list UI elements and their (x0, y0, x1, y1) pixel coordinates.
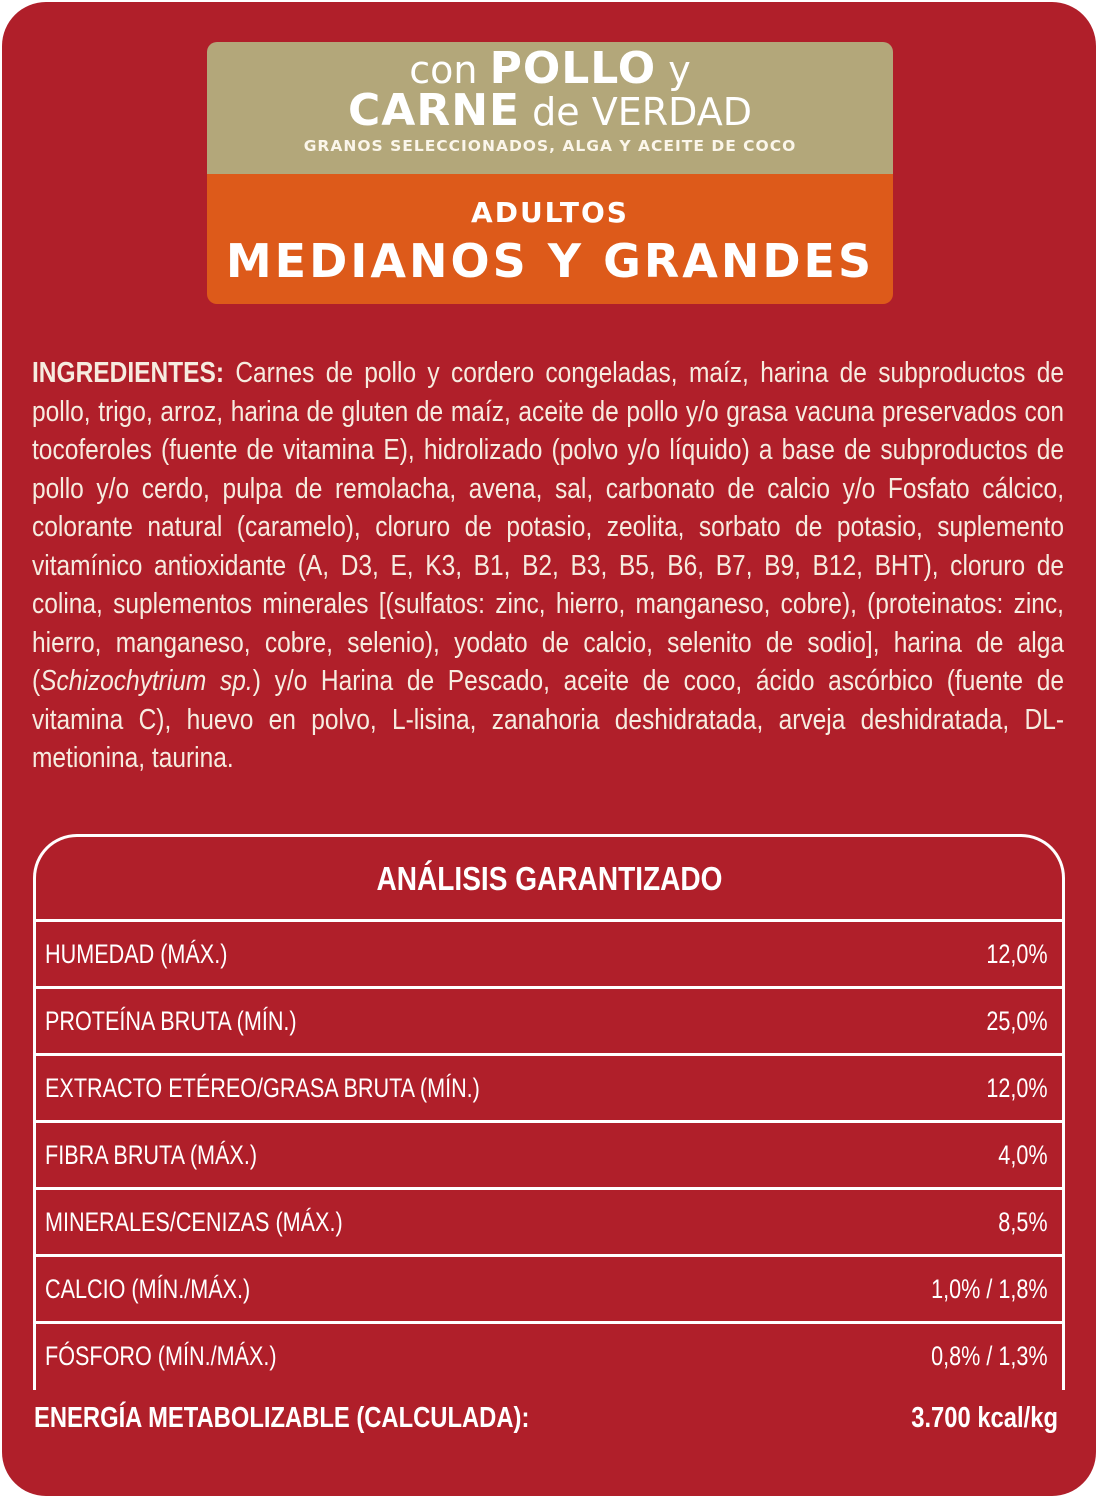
row-name: MINERALES/CENIZAS (MÁX.) (45, 1207, 343, 1237)
header-con: con (409, 48, 490, 92)
row-value: 4,0% (998, 1140, 1048, 1170)
header-subtitle: GRANOS SELECCIONADOS, ALGA Y ACEITE DE COCO (303, 137, 797, 155)
ingredients-text (32, 354, 1064, 778)
size-banner (207, 174, 893, 304)
ingredients-list-part1: Carnes de pollo y cordero congeladas, maíz, harina de subproductos de pollo, trigo, arroz, harina de gluten de maíz, aceite de pollo y/o grasa vacuna preservados con tocoferoles (fuente de vitamina E), hidrolizado (polvo y/o líquido) a base de subproductos de pollo y/o cerdo, pulpa de remolacha, avena, sal, carbonato de calcio y/o Fosfato cálcico, colorante natural (caramelo), cloruro de potasio, zeolita, sorbato de potasio, suplemento vitamínico antioxidante (A, D3, E, K3, B1, B2, B3, B5, B6, B7, B9, B12, BHT), cloruro de colina, suplementos minerales [(sulfatos: zinc, hierro, manganeso, cobre), (proteinatos: zinc, hierro, manganeso, cobre, selenio), yodato de calcio, selenito de sodio], harina de alga ( (32, 357, 1065, 697)
row-name: FIBRA BRUTA (MÁX.) (45, 1140, 258, 1170)
table-row (36, 1321, 1062, 1388)
ingredients-italic: Schizochytrium sp. (40, 665, 253, 697)
header-y: y (656, 48, 691, 92)
row-name: FÓSFORO (MÍN./MÁX.) (45, 1341, 277, 1371)
table-row (36, 1254, 1062, 1321)
header-pollo: POLLO (489, 43, 657, 94)
header-line-1 (207, 43, 893, 94)
table-row (36, 1120, 1062, 1187)
banner-size: MEDIANOS Y GRANDES (225, 234, 875, 288)
energy-value: 3.700 kcal/kg (911, 1402, 1058, 1434)
energy-label: ENERGÍA METABOLIZABLE (CALCULADA): (34, 1402, 530, 1434)
header-carne: CARNE (347, 85, 521, 136)
row-name: PROTEÍNA BRUTA (MÍN.) (45, 1006, 297, 1036)
row-value: 0,8% / 1,3% (931, 1341, 1048, 1371)
row-name: EXTRACTO ETÉREO/GRASA BRUTA (MÍN.) (45, 1073, 480, 1103)
banner-adultos: ADULTOS (471, 196, 629, 229)
row-name: HUMEDAD (MÁX.) (45, 939, 228, 969)
product-header (207, 42, 893, 174)
table-row (36, 919, 1062, 986)
ingredients-label: INGREDIENTES: (32, 357, 225, 389)
energy-row (34, 1402, 1058, 1442)
row-value: 12,0% (986, 1073, 1048, 1103)
table-row (36, 986, 1062, 1053)
label-panel (2, 2, 1096, 1496)
analysis-title: ANÁLISIS GARANTIZADO (376, 860, 722, 897)
row-value: 1,0% / 1,8% (931, 1274, 1048, 1304)
header-line-2 (207, 85, 893, 136)
ingredients-list-part2: ) y/o Harina de Pescado, aceite de coco, ácido ascórbico (fuente de vitamina C), huevo en polvo, L-lisina, zanahoria deshidratada, arveja deshidratada, DL-metionina, taurina. (32, 665, 1065, 774)
header-de-verdad: de VERDAD (520, 90, 753, 134)
analysis-table (33, 834, 1065, 1390)
row-value: 8,5% (998, 1207, 1048, 1237)
row-value: 25,0% (986, 1006, 1048, 1036)
row-name: CALCIO (MÍN./MÁX.) (45, 1274, 251, 1304)
table-row (36, 1053, 1062, 1120)
row-value: 12,0% (986, 939, 1048, 969)
table-row (36, 1187, 1062, 1254)
